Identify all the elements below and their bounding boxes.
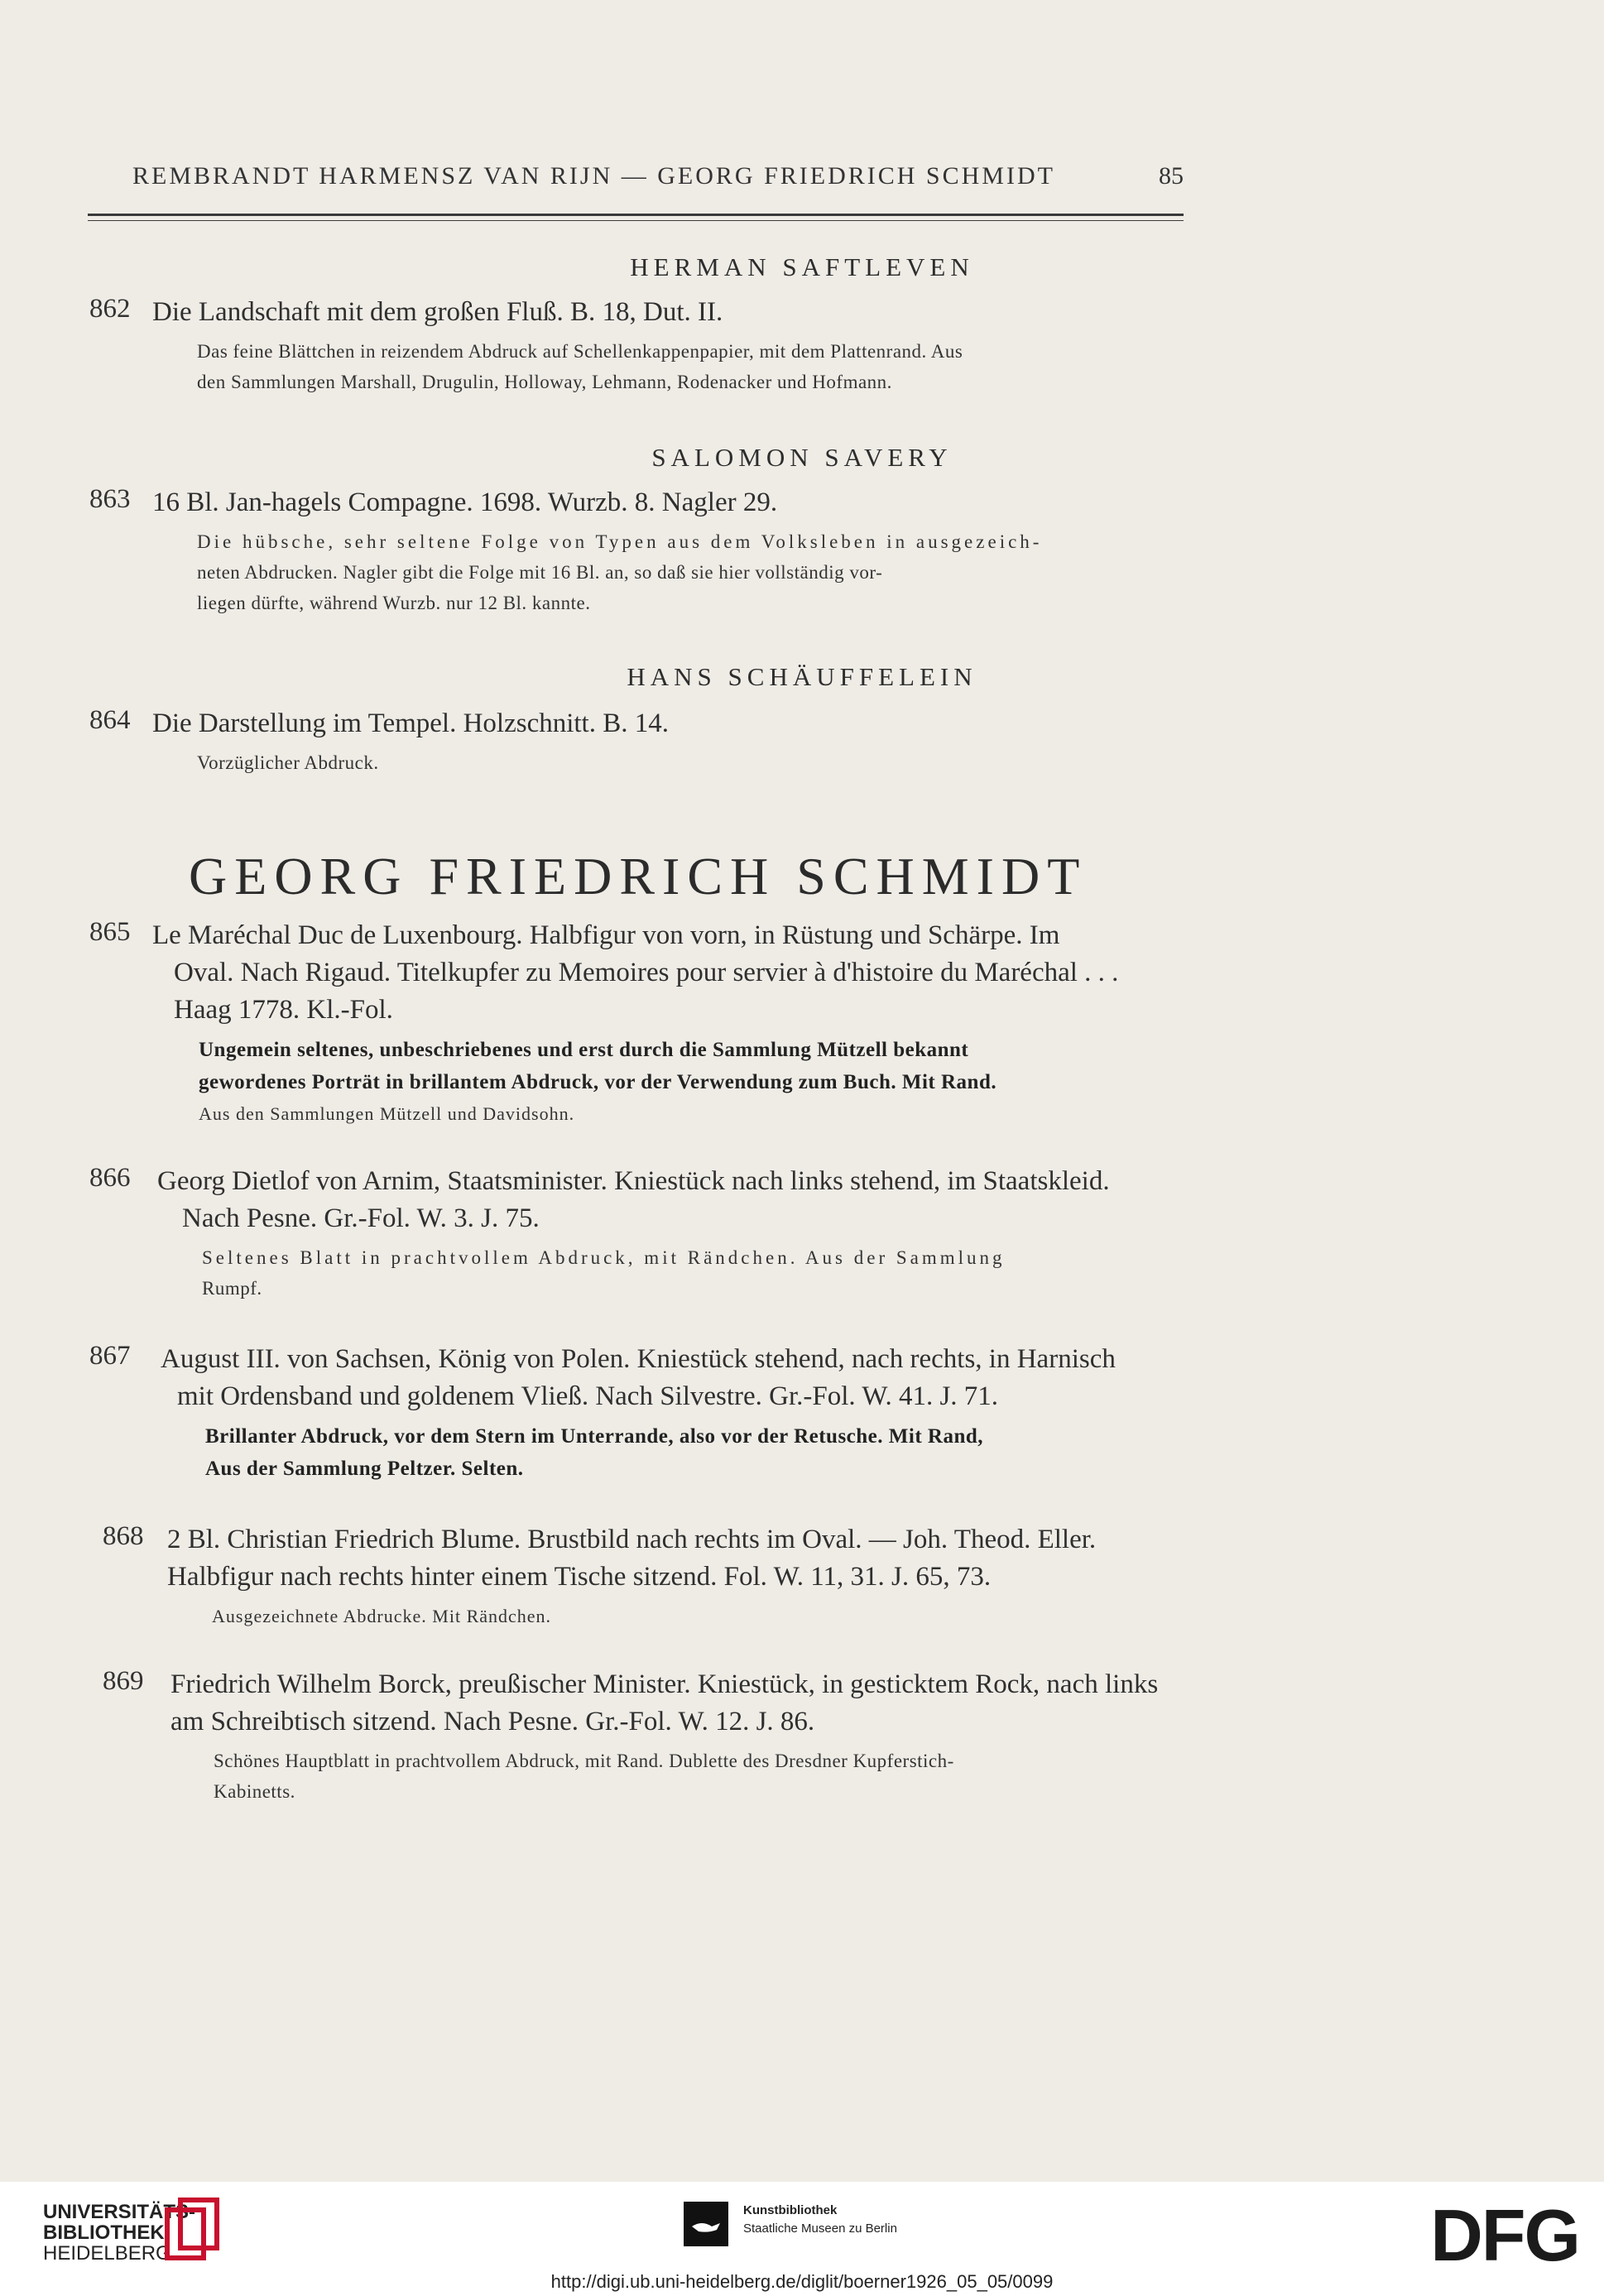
catalog-entry-869	[89, 1666, 1198, 1807]
ub-line-3: HEIDELBERG	[43, 2242, 171, 2265]
entry-title-line: Le Maréchal Duc de Luxenbourg. Halbfigur von vorn, in Rüstung und Schärpe. Im	[152, 920, 1060, 950]
section-heading-saftleven: HERMAN SAFTLEVEN	[630, 252, 974, 281]
entry-title	[152, 1666, 1198, 1741]
entry-number: 865	[89, 917, 131, 947]
header-rule-thick	[88, 214, 1184, 216]
catalog-entry-864	[89, 705, 1198, 778]
entry-title	[152, 917, 1198, 1029]
entry-title-line: am Schreibtisch sitzend. Nach Pesne. Gr.-Fol. W. 12. J. 86.	[170, 1707, 815, 1736]
entry-title-line: 16 Bl. Jan-hagels Compagne. 1698. Wurzb. 8. Nagler 29.	[152, 488, 778, 517]
running-head	[132, 162, 1184, 190]
entry-title	[152, 294, 1198, 331]
entry-note-line: Rumpf.	[202, 1278, 262, 1299]
ub-heidelberg-logo-icon	[162, 2195, 222, 2261]
entry-number: 867	[89, 1341, 131, 1371]
entry-title-line: Die Landschaft mit dem großen Fluß. B. 18, Dut. II.	[152, 297, 723, 327]
entry-note-line: Vorzüglicher Abdruck.	[197, 752, 379, 773]
kb-line-2: Staatliche Museen zu Berlin	[743, 2222, 897, 2236]
catalog-entry-867	[89, 1341, 1198, 1485]
running-title: REMBRANDT HARMENSZ VAN RIJN — GEORG FRIEDRICH SCHMIDT	[132, 162, 1055, 190]
kb-line-1: Kunstbibliothek	[743, 2203, 838, 2217]
entry-title-line: mit Ordensband und goldenem Vließ. Nach Silvestre. Gr.-Fol. W. 41. J. 71.	[177, 1381, 999, 1411]
entry-title	[152, 484, 1198, 521]
kunstbibliothek-logo-icon	[684, 2202, 733, 2248]
entry-note-line: Schönes Hauptblatt in prachtvollem Abdruck, mit Rand. Dublette des Dresdner Kupferstich-	[214, 1751, 954, 1771]
entry-title-line: Die Darstellung im Tempel. Holzschnitt. B. 14.	[152, 708, 669, 738]
entry-number: 866	[89, 1163, 131, 1193]
entry-title-line: Oval. Nach Rigaud. Titelkupfer zu Memoires pour servier à d'histoire du Maréchal . . .	[174, 958, 1119, 987]
entry-note-line: liegen dürfte, während Wurzb. nur 12 Bl. kannte.	[197, 593, 591, 613]
entry-note-line: Das feine Blättchen in reizendem Abdruck auf Schellenkappenpapier, mit dem Plattenrand. Aus	[197, 341, 963, 362]
entry-note-line: Aus den Sammlungen Mützell und Davidsohn.	[199, 1103, 575, 1124]
entry-note-line: Seltenes Blatt in prachtvollem Abdruck, mit Rändchen. Aus der Sammlung	[202, 1247, 1006, 1268]
entry-title-line: Nach Pesne. Gr.-Fol. W. 3. J. 75.	[182, 1203, 540, 1233]
catalog-entry-862	[89, 294, 1198, 397]
entry-note-line: Kabinetts.	[214, 1781, 295, 1802]
entry-note-line: neten Abdrucken. Nagler gibt die Folge mit 16 Bl. an, so daß sie hier vollständig vor-	[197, 562, 883, 583]
entry-note-line: Die hübsche, sehr seltene Folge von Typen aus dem Volksleben in ausgezeich-	[197, 531, 1043, 552]
header-rule-thin	[88, 220, 1184, 221]
permalink-url[interactable]: http://digi.ub.uni-heidelberg.de/diglit/boerner1926_05_05/0099	[550, 2271, 1054, 2292]
entry-title-line: 2 Bl. Christian Friedrich Blume. Brustbild nach rechts im Oval. — Joh. Theod. Eller.	[167, 1525, 1097, 1554]
entry-number: 862	[89, 294, 131, 324]
entry-title-line: Georg Dietlof von Arnim, Staatsminister. Kniestück nach links stehend, im Staatskleid.	[157, 1166, 1110, 1196]
entry-number: 864	[89, 705, 131, 735]
entry-note-line: Aus der Sammlung Peltzer. Selten.	[205, 1458, 524, 1480]
catalog-entry-863	[89, 484, 1198, 618]
entry-title-line: August III. von Sachsen, König von Polen. Kniestück stehend, nach rechts, in Harnisch	[161, 1344, 1116, 1374]
entry-number: 868	[103, 1521, 144, 1551]
entry-number: 863	[89, 484, 131, 514]
main-heading-schmidt: GEORG FRIEDRICH SCHMIDT	[189, 847, 1088, 905]
entry-title	[152, 1341, 1198, 1415]
catalog-entry-866	[89, 1163, 1198, 1304]
catalog-entry-865	[89, 917, 1198, 1129]
entry-title	[152, 1163, 1198, 1237]
page-number: 85	[1159, 162, 1184, 190]
entry-title	[152, 1521, 1198, 1596]
entry-note-line: Ungemein seltenes, unbeschriebenes und erst durch die Sammlung Mützell bekannt	[199, 1039, 969, 1061]
entry-note-line: Brillanter Abdruck, vor dem Stern im Unterrande, also vor der Retusche. Mit Rand,	[205, 1425, 983, 1448]
ub-line-2: BIBLIOTHEK	[43, 2222, 165, 2244]
section-heading-schaeuffelein: HANS SCHÄUFFELEIN	[627, 662, 977, 691]
entry-title-line: Haag 1778. Kl.-Fol.	[174, 995, 393, 1025]
entry-note-line: gewordenes Porträt in brillantem Abdruck, vor der Verwendung zum Buch. Mit Rand.	[199, 1071, 997, 1093]
dfg-logo: DFG	[1430, 2194, 1579, 2276]
entry-title-line: Friedrich Wilhelm Borck, preußischer Minister. Kniestück, in gesticktem Rock, nach links	[170, 1669, 1159, 1699]
section-heading-savery: SALOMON SAVERY	[651, 443, 953, 472]
entry-title-line: Halbfigur nach rechts hinter einem Tische sitzend. Fol. W. 11, 31. J. 65, 73.	[167, 1562, 992, 1592]
entry-title	[152, 705, 1198, 742]
ub-line-1: UNIVERSITÄTS-	[43, 2201, 196, 2223]
entry-note-line: den Sammlungen Marshall, Drugulin, Holloway, Lehmann, Rodenacker und Hofmann.	[197, 372, 892, 392]
entry-number: 869	[103, 1666, 144, 1696]
catalog-entry-868	[89, 1521, 1198, 1631]
entry-note-line: Ausgezeichnete Abdrucke. Mit Rändchen.	[212, 1606, 552, 1626]
kunstbibliothek-logo-text	[743, 2202, 897, 2238]
